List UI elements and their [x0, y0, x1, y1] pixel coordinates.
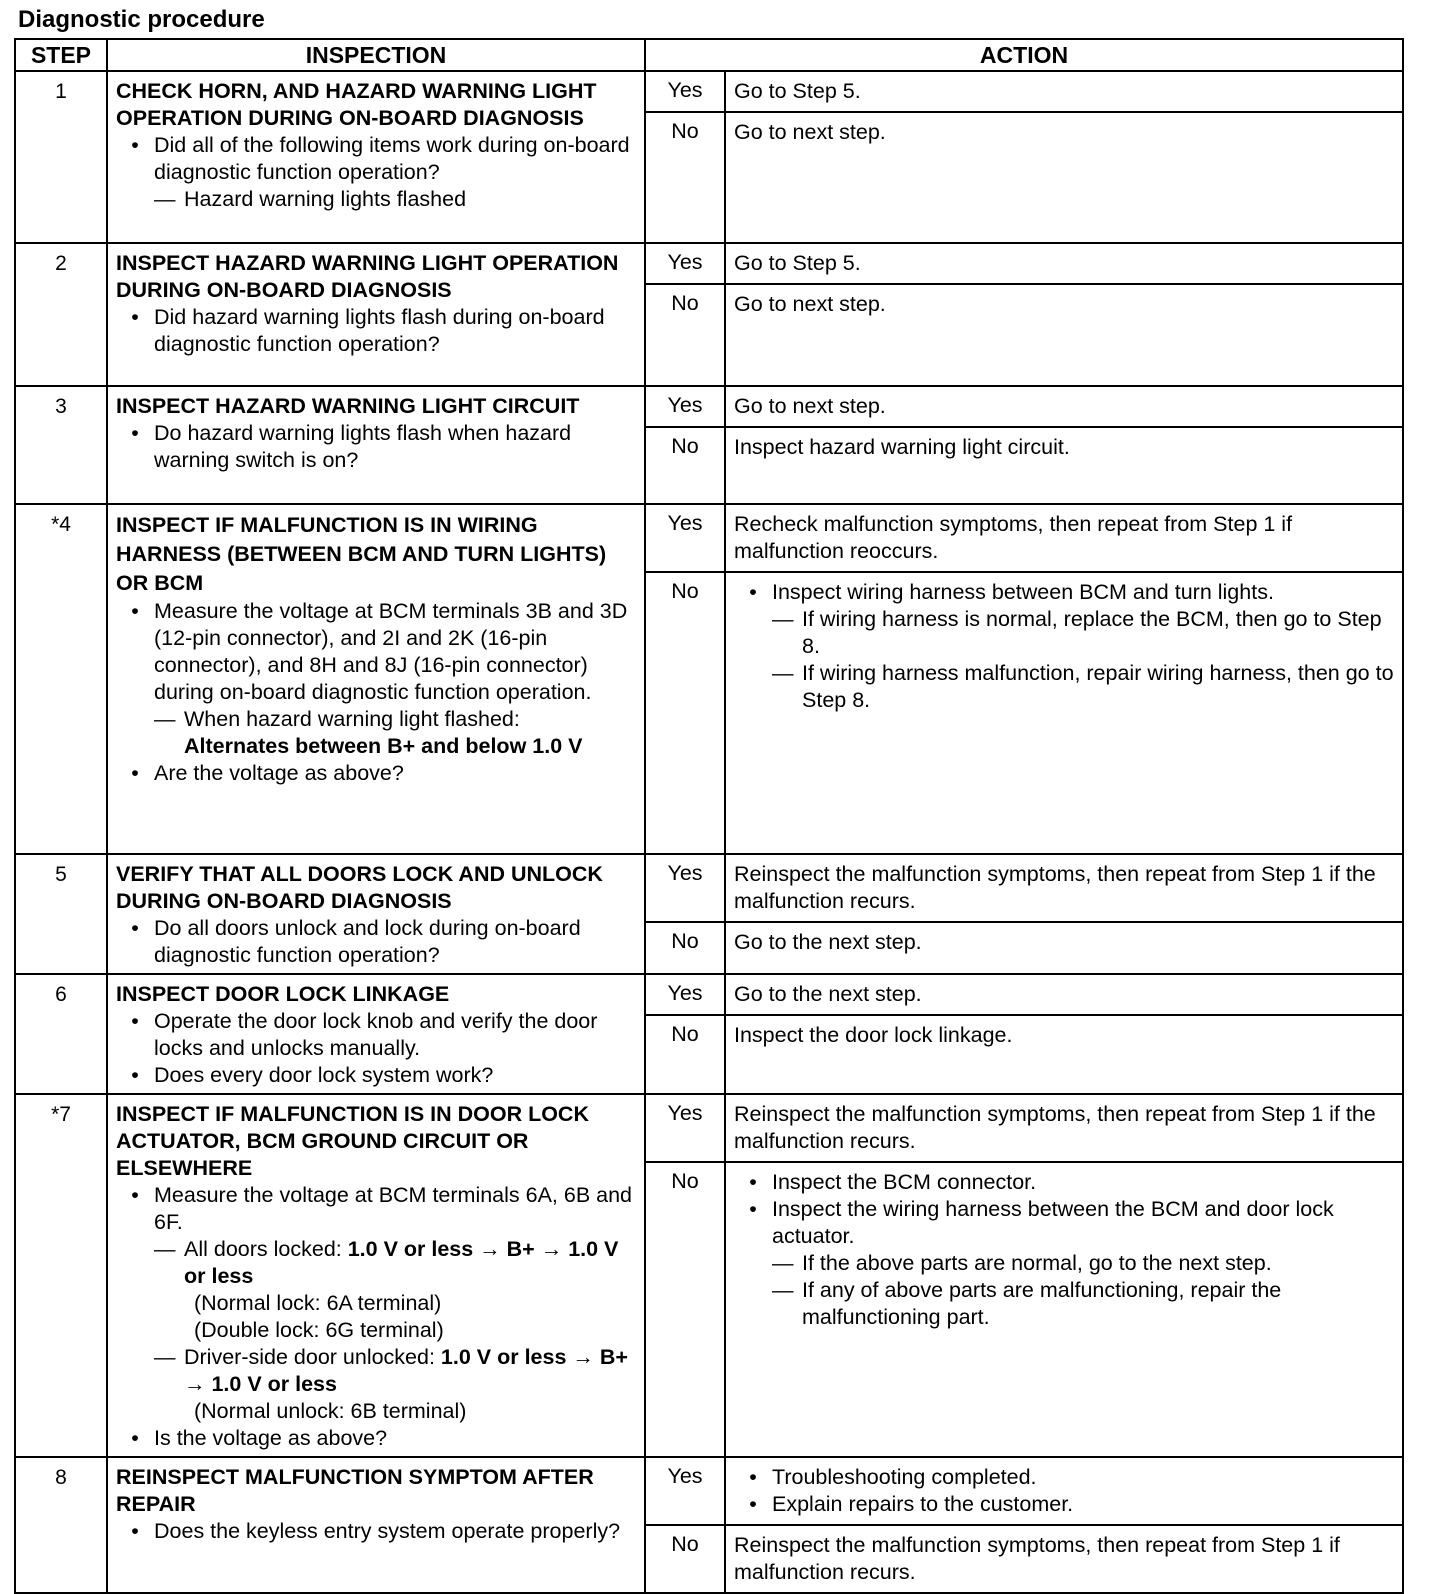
- header-action: ACTION: [645, 39, 1403, 71]
- inspection-title: REINSPECT MALFUNCTION SYMPTOM AFTER REPAIR: [116, 1465, 594, 1516]
- inspection-subitem: — Driver-side door unlocked: 1.0 V or less → B+ → 1.0 V or less: [154, 1345, 628, 1396]
- yes-row: Yes Reinspect the malfunction symptoms, then repeat from Step 1 if the malfunction recurs.: [646, 1095, 1402, 1163]
- inspection-bullet: • Is the voltage as above?: [131, 1426, 388, 1450]
- no-row: No • Inspect wiring harness between BCM and turn lights. — If wiring harness is normal, replace the BCM, then go to Step 8. — If wiring harness malfunction, repair wiring harness, then go to Step 8.: [646, 573, 1402, 853]
- inspection-cell: [107, 243, 645, 386]
- inspection-subitem: — When hazard warning light flashed: Alternates between B+ and below 1.0 V: [154, 707, 583, 758]
- inspection-bullet: • Do hazard warning lights flash when hazard warning switch is on?: [131, 421, 572, 472]
- step-number: 2: [15, 243, 107, 386]
- header-row: [15, 39, 1403, 71]
- no-row: No Inspect hazard warning light circuit.: [646, 428, 1402, 503]
- inspection-note: (Normal lock: 6A terminal): [194, 1291, 442, 1315]
- yes-row: Yes Reinspect the malfunction symptoms, then repeat from Step 1 if the malfunction recurs.: [646, 855, 1402, 923]
- no-row: No Go to the next step.: [646, 923, 1402, 973]
- action-cell: [645, 974, 1403, 1094]
- inspection-title: INSPECT DOOR LOCK LINKAGE: [116, 982, 450, 1006]
- step-number: 3: [15, 386, 107, 504]
- inspection-bullet: • Does every door lock system work?: [131, 1063, 494, 1087]
- step-number: 8: [15, 1457, 107, 1593]
- inspection-cell: [107, 854, 645, 974]
- step-number: 5: [15, 854, 107, 974]
- inspection-cell: [107, 1457, 645, 1593]
- action-cell: [645, 386, 1403, 504]
- action-cell: [645, 1094, 1403, 1457]
- inspection-subitem: — All doors locked: 1.0 V or less → B+ → 1.0 V or less: [154, 1237, 619, 1288]
- action-cell: [645, 854, 1403, 974]
- yes-row: Yes Go to Step 5.: [646, 244, 1402, 285]
- inspection-title: INSPECT HAZARD WARNING LIGHT OPERATION DURING ON-BOARD DIAGNOSIS: [116, 251, 619, 302]
- step-row-5: [15, 854, 1403, 974]
- diagnostic-table: [14, 38, 1404, 1594]
- header-inspection: INSPECTION: [107, 39, 645, 71]
- step-number: 1: [15, 71, 107, 243]
- inspection-bullet: • Are the voltage as above?: [131, 761, 404, 785]
- inspection-note: (Double lock: 6G terminal): [194, 1318, 444, 1342]
- inspection-bullet: • Did all of the following items work during on-board diagnostic function operation?: [131, 133, 630, 184]
- inspection-bullet: • Operate the door lock knob and verify the door locks and unlocks manually.: [131, 1009, 598, 1060]
- step-number: *7: [15, 1094, 107, 1457]
- action-cell: [645, 1457, 1403, 1593]
- no-row: No Inspect the door lock linkage.: [646, 1016, 1402, 1093]
- step-row-4: [15, 504, 1403, 854]
- action-cell: [645, 243, 1403, 386]
- inspection-title: INSPECT IF MALFUNCTION IS IN DOOR LOCK ACTUATOR, BCM GROUND CIRCUIT OR ELSEWHERE: [116, 1102, 589, 1180]
- inspection-bullet: • Measure the voltage at BCM terminals 3B and 3D (12-pin connector), and 2I and 2K (16-pin connector), and 8H and 8J (16-pin connector) during on-board diagnostic function operation.: [131, 599, 628, 704]
- inspection-cell: [107, 504, 645, 854]
- inspection-cell: [107, 71, 645, 243]
- yes-row: Yes • Troubleshooting completed. • Explain repairs to the customer.: [646, 1458, 1402, 1526]
- inspection-cell: [107, 974, 645, 1094]
- action-cell: [645, 504, 1403, 854]
- yes-row: Yes Go to Step 5.: [646, 72, 1402, 113]
- inspection-title: VERIFY THAT ALL DOORS LOCK AND UNLOCK DURING ON-BOARD DIAGNOSIS: [116, 862, 603, 913]
- inspection-note: (Normal unlock: 6B terminal): [194, 1399, 467, 1423]
- action-cell: [645, 71, 1403, 243]
- step-row-1: [15, 71, 1403, 243]
- no-row: No • Inspect the BCM connector. • Inspect the wiring harness between the BCM and door lock actuator. — If the above parts are normal, go to the next step. — If any of above parts are malfunctioning, repair the malfunctioning part.: [646, 1163, 1402, 1456]
- step-row-3: [15, 386, 1403, 504]
- inspection-bullet: • Do all doors unlock and lock during on-board diagnostic function operation?: [131, 916, 581, 967]
- step-row-8: [15, 1457, 1403, 1593]
- no-row: No Reinspect the malfunction symptoms, then repeat from Step 1 if malfunction recurs.: [646, 1526, 1402, 1592]
- step-row-6: [15, 974, 1403, 1094]
- inspection-title: INSPECT IF MALFUNCTION IS IN WIRING HARNESS (BETWEEN BCM AND TURN LIGHTS) OR BCM: [116, 513, 607, 595]
- yes-row: Yes Recheck malfunction symptoms, then repeat from Step 1 if malfunction reoccurs.: [646, 505, 1402, 573]
- inspection-cell: [107, 386, 645, 504]
- yes-row: Yes Go to the next step.: [646, 975, 1402, 1016]
- step-row-2: [15, 243, 1403, 386]
- inspection-subitem: — Hazard warning lights flashed: [154, 187, 467, 211]
- page-title: Diagnostic procedure: [18, 6, 265, 33]
- no-row: No Go to next step.: [646, 285, 1402, 385]
- inspection-title: CHECK HORN, AND HAZARD WARNING LIGHT OPERATION DURING ON-BOARD DIAGNOSIS: [116, 79, 597, 130]
- inspection-bullet: • Measure the voltage at BCM terminals 6A, 6B and 6F.: [131, 1183, 633, 1234]
- step-number: 6: [15, 974, 107, 1094]
- no-row: No Go to next step.: [646, 113, 1402, 242]
- inspection-bullet: • Did hazard warning lights flash during on-board diagnostic function operation?: [131, 305, 605, 356]
- header-step: STEP: [15, 39, 107, 71]
- inspection-title: INSPECT HAZARD WARNING LIGHT CIRCUIT: [116, 394, 580, 418]
- inspection-bullet: • Does the keyless entry system operate properly?: [131, 1519, 621, 1543]
- step-row-7: [15, 1094, 1403, 1457]
- yes-row: Yes Go to next step.: [646, 387, 1402, 428]
- step-number: *4: [15, 504, 107, 854]
- inspection-cell: [107, 1094, 645, 1457]
